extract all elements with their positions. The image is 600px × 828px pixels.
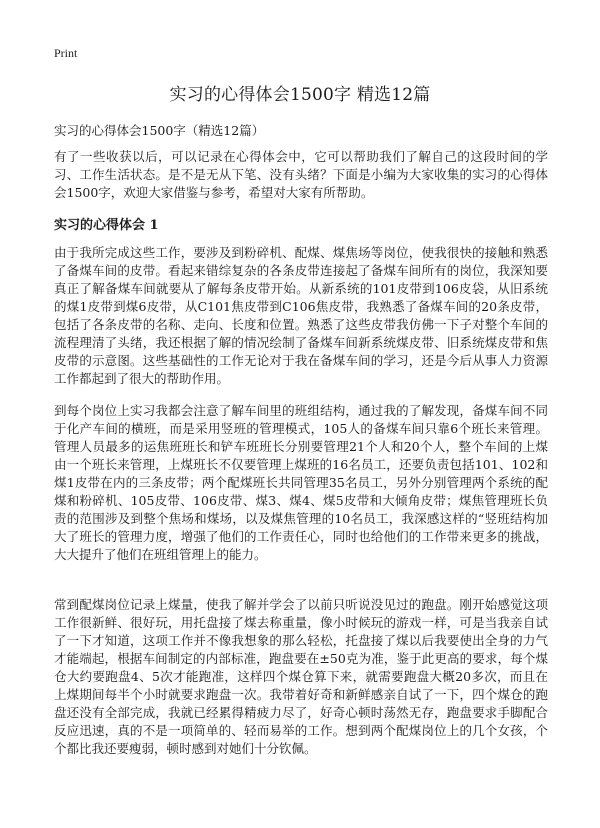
- body-paragraph-2: 到每个岗位上实习我都会注意了解车间里的班组结构，通过我的了解发现，备煤车间不同于化产车间的横班，而是采用竖班的管理模式，105人的备煤车间只靠6个班长来管理。管理人员最多的运焦班班长和铲车班班长分别要管理21个人和20个人，整个车间的上煤由一个班长来管理，上煤班长不仅要管理上煤班的16名员工，还要负责包括101、102和煤1皮带在内的三条皮带；两个配煤班长共同管理35名员工，另外分别管理两个系统的配煤和粉碎机、105皮带、106皮带、煤3、煤4、煤5皮带和大倾角皮带；煤焦管理班长负责的范围涉及到整个焦场和煤场，以及煤焦管理的10名员工，我深感这样的“竖班结构加大了班长的管理力度，增强了他们的工作责任心，同时也给他们的工作带来更多的挑战，大大提升了他们在班组管理上的能力。: [54, 403, 548, 562]
- page-title: 实习的心得体会1500字 精选12篇: [169, 85, 431, 105]
- intro-paragraph: 有了一些收获以后，可以记录在心得体会中，它可以帮助我们了解自己的这段时间的学习、工作生活状态。是不是无从下笔、没有头绪？下面是小编为大家收集的实习的心得体会1500字，欢迎大家借鉴与参考，希望对大家有所帮助。: [54, 149, 548, 200]
- document-subtitle: 实习的心得体会1500字（精选12篇）: [54, 123, 265, 138]
- section-heading: 实习的心得体会 1: [54, 218, 159, 233]
- body-paragraph-3: 常到配煤岗位记录上煤量，使我了解并学会了以前只听说没见过的跑盘。刚开始感觉这项工作很新鲜、很好玩，用托盘接了煤去称重量，像小时候玩的游戏一样，可是当我亲自试了一下才知道，这项工作并不像我想象的那么轻松，托盘接了煤以后我要使出全身的力气才能端起，根据车间制定的内部标准，跑盘要在±50克为准，鉴于此更高的要求，每个煤仓大约要跑盘4、5次才能跑准，这样四个煤仓算下来，就需要跑盘大概20多次，而且在上煤期间每半个小时就要求跑盘一次。我带着好奇和新鲜感亲自试了一下，四个煤仓的跑盘还没有全部完成，我就已经累得精疲力尽了，好奇心顿时荡然无存，跑盘要求手脚配合反应迅速，真的不是一项简单的、轻而易举的工作。想到两个配煤岗位上的几个女孩，个个都比我还要瘦弱，顿时感到对她们十分钦佩。: [54, 597, 548, 756]
- print-link[interactable]: Print: [54, 46, 78, 60]
- body-paragraph-1: 由于我所完成这些工作，要涉及到粉碎机、配煤、煤焦场等岗位，使我很快的接触和熟悉了备煤车间的皮带。看起来错综复杂的各条皮带连接起了备煤车间所有的岗位，我深知要真正了解备煤车间就要从了解每条皮带开始。从新系统的101皮带到106皮袋，从旧系统的煤1皮带到煤6皮带，从C101焦皮带到C106焦皮带，我熟悉了备煤车间的20条皮带，包括了各条皮带的名称、走向、长度和位置。熟悉了这些皮带我仿佛一下子对整个车间的流程理清了头绪，我还根据了解的情况绘制了备煤车间新系统煤皮带、旧系统煤皮带和焦皮带的示意图。这些基础性的工作无论对于我在备煤车间的学习，还是今后从事人力资源工作都起到了很大的帮助作用。: [54, 245, 548, 386]
